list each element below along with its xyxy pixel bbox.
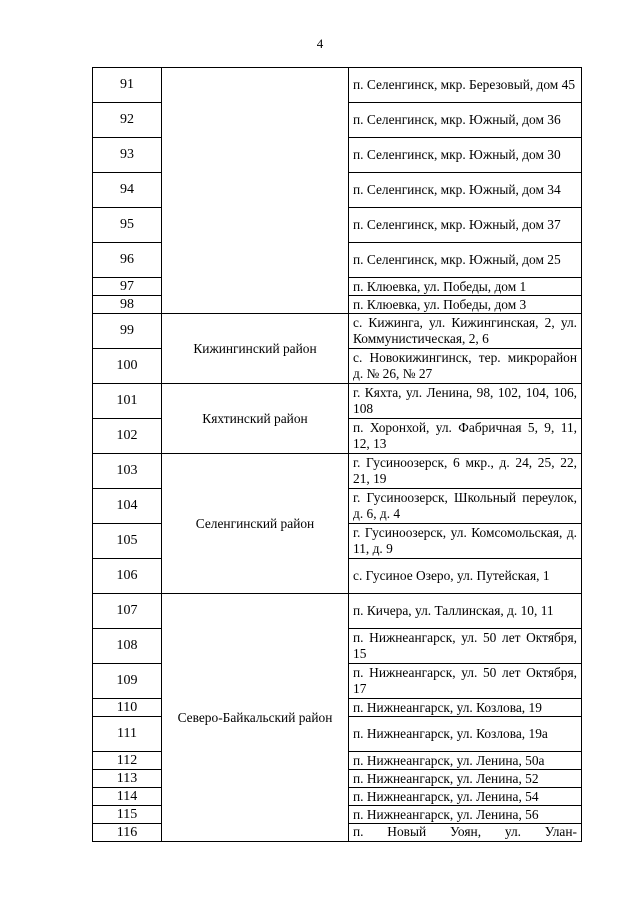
address-cell: с. Новокижингинск, тер. микрорайон д. № 26, № 27 bbox=[349, 349, 582, 384]
address-cell: г. Гусиноозерск, Школьный переулок, д. 6, д. 4 bbox=[349, 489, 582, 524]
row-number: 112 bbox=[93, 752, 162, 770]
address-cell: п. Нижнеангарск, ул. Ленина, 52 bbox=[349, 770, 582, 788]
address-cell: г. Гусиноозерск, ул. Комсомольская, д. 11, д. 9 bbox=[349, 524, 582, 559]
row-number: 91 bbox=[93, 68, 162, 103]
address-cell: п. Хоронхой, ул. Фабричная 5, 9, 11, 12, 13 bbox=[349, 419, 582, 454]
address-cell: п. Селенгинск, мкр. Южный, дом 25 bbox=[349, 243, 582, 278]
row-number: 102 bbox=[93, 419, 162, 454]
row-number: 115 bbox=[93, 806, 162, 824]
address-cell: п. Нижнеангарск, ул. Козлова, 19а bbox=[349, 717, 582, 752]
address-cell: п. Кичера, ул. Таллинская, д. 10, 11 bbox=[349, 594, 582, 629]
address-cell: п. Селенгинск, мкр. Южный, дом 30 bbox=[349, 138, 582, 173]
row-number: 106 bbox=[93, 559, 162, 594]
district-cell: Кижингинский район bbox=[162, 314, 349, 384]
row-number: 93 bbox=[93, 138, 162, 173]
district-cell: Кяхтинский район bbox=[162, 384, 349, 454]
address-cell: п. Нижнеангарск, ул. Ленина, 56 bbox=[349, 806, 582, 824]
table-row bbox=[93, 384, 582, 419]
row-number: 100 bbox=[93, 349, 162, 384]
row-number: 104 bbox=[93, 489, 162, 524]
table-row bbox=[93, 454, 582, 489]
address-cell: п. Селенгинск, мкр. Березовый, дом 45 bbox=[349, 68, 582, 103]
row-number: 97 bbox=[93, 278, 162, 296]
address-cell: п. Нижнеангарск, ул. Ленина, 50а bbox=[349, 752, 582, 770]
table-row bbox=[93, 68, 582, 103]
address-cell: п. Новый Уоян, ул. Улан- bbox=[349, 824, 582, 842]
address-cell: с. Кижинга, ул. Кижингинская, 2, ул. Коммунистическая, 2, 6 bbox=[349, 314, 582, 349]
row-number: 113 bbox=[93, 770, 162, 788]
address-cell: с. Гусиное Озеро, ул. Путейская, 1 bbox=[349, 559, 582, 594]
row-number: 110 bbox=[93, 699, 162, 717]
address-cell: п. Селенгинск, мкр. Южный, дом 34 bbox=[349, 173, 582, 208]
address-cell: п. Клюевка, ул. Победы, дом 3 bbox=[349, 296, 582, 314]
row-number: 101 bbox=[93, 384, 162, 419]
address-cell: п. Нижнеангарск, ул. 50 лет Октября, 15 bbox=[349, 629, 582, 664]
address-cell: г. Гусиноозерск, 6 мкр., д. 24, 25, 22, 21, 19 bbox=[349, 454, 582, 489]
district-cell: Селенгинский район bbox=[162, 454, 349, 594]
row-number: 103 bbox=[93, 454, 162, 489]
table-row bbox=[93, 594, 582, 629]
address-cell: п. Селенгинск, мкр. Южный, дом 36 bbox=[349, 103, 582, 138]
row-number: 111 bbox=[93, 717, 162, 752]
address-cell: п. Нижнеангарск, ул. 50 лет Октября, 17 bbox=[349, 664, 582, 699]
address-table bbox=[92, 67, 582, 842]
page-number: 4 bbox=[316, 36, 324, 51]
address-cell: п. Селенгинск, мкр. Южный, дом 37 bbox=[349, 208, 582, 243]
address-cell: п. Клюевка, ул. Победы, дом 1 bbox=[349, 278, 582, 296]
row-number: 116 bbox=[93, 824, 162, 842]
address-cell: г. Кяхта, ул. Ленина, 98, 102, 104, 106, 108 bbox=[349, 384, 582, 419]
row-number: 95 bbox=[93, 208, 162, 243]
address-cell: п. Нижнеангарск, ул. Ленина, 54 bbox=[349, 788, 582, 806]
row-number: 105 bbox=[93, 524, 162, 559]
row-number: 96 bbox=[93, 243, 162, 278]
district-cell: Северо-Байкальский район bbox=[162, 594, 349, 842]
row-number: 114 bbox=[93, 788, 162, 806]
address-cell: п. Нижнеангарск, ул. Козлова, 19 bbox=[349, 699, 582, 717]
row-number: 108 bbox=[93, 629, 162, 664]
district-cell bbox=[162, 68, 349, 314]
table-row bbox=[93, 314, 582, 349]
row-number: 94 bbox=[93, 173, 162, 208]
row-number: 99 bbox=[93, 314, 162, 349]
row-number: 109 bbox=[93, 664, 162, 699]
row-number: 98 bbox=[93, 296, 162, 314]
row-number: 107 bbox=[93, 594, 162, 629]
row-number: 92 bbox=[93, 103, 162, 138]
